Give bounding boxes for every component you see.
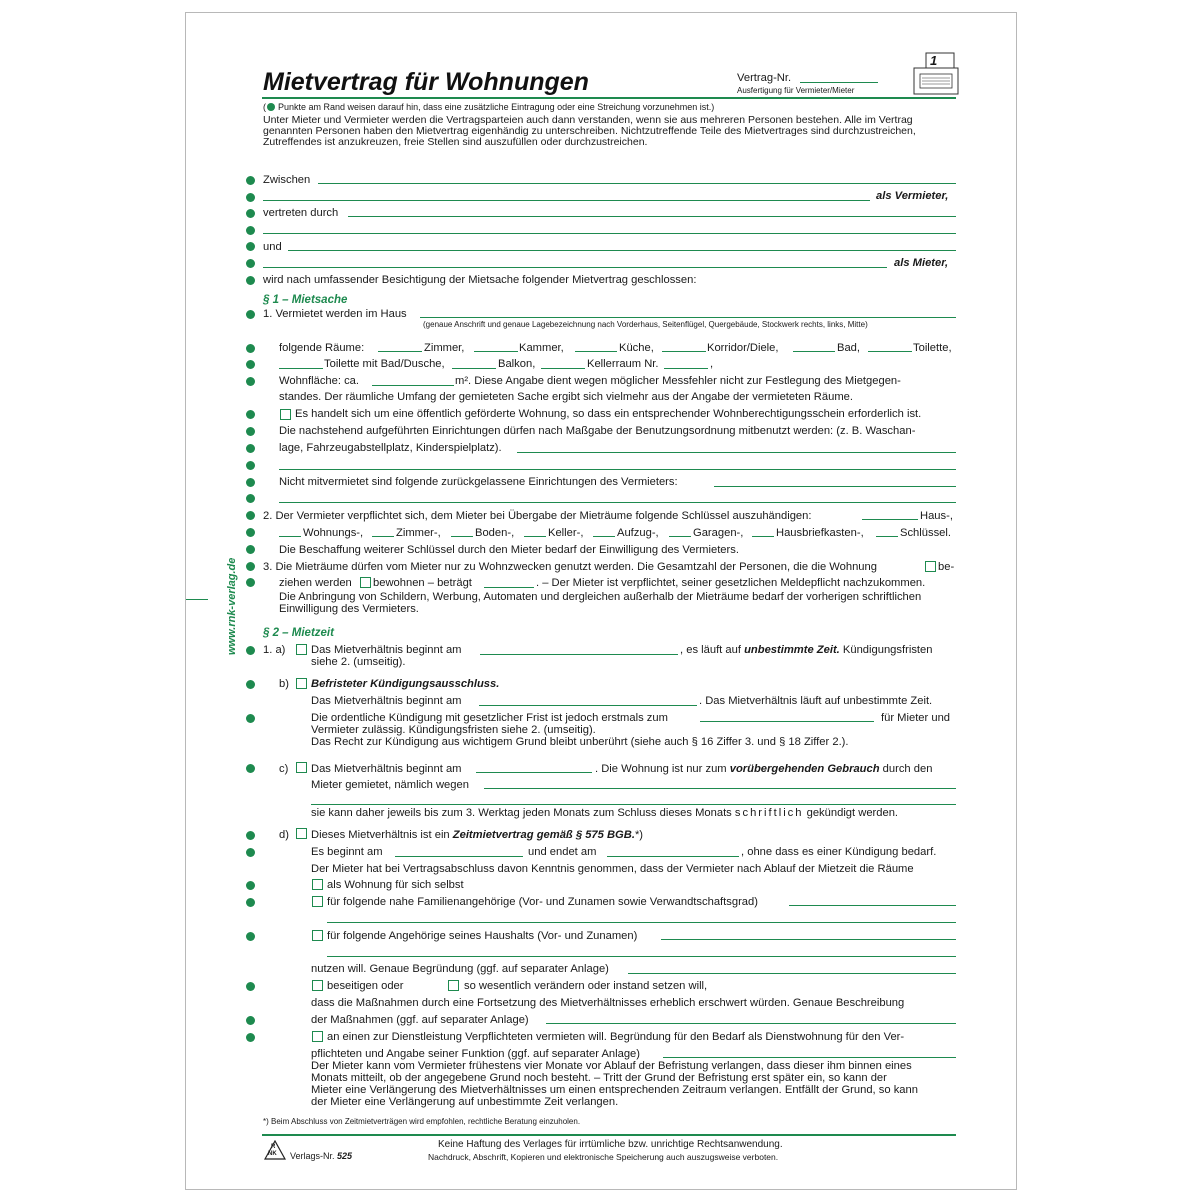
area-2: standes. Der räumliche Umfang der gemieteten Sache ergibt sich vielmehr aus der Angabe der vermieteten Räume. (279, 391, 853, 403)
s2-a-text: Das Mietverhältnis beginnt am (311, 644, 462, 656)
house-address-field[interactable] (420, 317, 956, 318)
d-measures-field[interactable] (546, 1023, 956, 1024)
d-service-checkbox[interactable] (312, 1031, 323, 1042)
rooms-toilette-bad-field[interactable] (279, 368, 323, 369)
s2-d-start-field[interactable] (395, 856, 523, 857)
contract-no-label: Vertrag-Nr. (737, 72, 792, 84)
s2-b-1: Das Mietverhältnis beginnt am (311, 695, 462, 707)
s1-p3-2a: ziehen werden (279, 577, 352, 589)
key-zimmer-label: Zimmer-, (396, 527, 441, 539)
dot-icon (267, 103, 275, 111)
s2-c-3: sie kann daher jeweils bis zum 3. Werktag jeden Monats zum Schluss dieses Monats schriftlich gekündigt werden. (311, 807, 899, 819)
publisher-logo (264, 1140, 286, 1160)
key-keller-label: Keller-, (548, 527, 584, 539)
d-end-3: Mieter eine Verlängerung des Mietverhältnisses um einen entsprechenden Zeitraum verlangen. Entfällt der Grund, so kann (311, 1084, 918, 1096)
s2-b-earliest-field[interactable] (700, 721, 874, 722)
s2-c-reason-field-2[interactable] (311, 804, 956, 805)
key-haus-label: Haus-, (920, 510, 953, 522)
header-rule (262, 97, 956, 99)
shared-2: lage, Fahrzeugabstellplatz, Kinderspielplatz). (279, 442, 502, 454)
margin-note: ( Punkte am Rand weisen darauf hin, dass eine zusätzliche Eintragung oder eine Streichung vorzunehmen ist.) (263, 102, 715, 112)
s2-c-label: c) (279, 763, 289, 775)
landlord-name-field[interactable] (318, 183, 956, 184)
s2-c-reason-field[interactable] (484, 788, 956, 789)
d-opt2: für folgende nahe Familienangehörige (Vor- und Zunamen sowie Verwandtschaftsgrad) (327, 896, 758, 908)
s1-p1-label: 1. Vermietet werden im Haus (263, 308, 407, 320)
key-keller-field[interactable] (524, 536, 546, 537)
d-household-field[interactable] (661, 939, 956, 940)
rooms-balkon-field[interactable] (452, 368, 496, 369)
key-aufzug-field[interactable] (593, 536, 615, 537)
key-boden-label: Boden-, (475, 527, 515, 539)
s1-p3-4: Einwilligung des Vermieters. (279, 603, 419, 615)
bad-label: Bad, (837, 342, 861, 354)
persons-live-checkbox[interactable] (360, 577, 371, 588)
side-url: www.rnk-verlag.de (226, 557, 238, 655)
and-label: und (263, 241, 282, 253)
s1-p3-2c: . – Der Mieter ist verpflichtet, seiner gesetzlichen Meldepflicht nachzukommen. (536, 577, 926, 589)
s2-d-2b: und endet am (528, 846, 597, 858)
key-schluessel-field[interactable] (876, 536, 898, 537)
rooms-bad-field[interactable] (793, 351, 835, 352)
s2-b-2: Die ordentliche Kündigung mit gesetzlicher Frist ist jedoch erstmals zum (311, 712, 668, 724)
s2-d-3: Der Mieter hat bei Vertragsabschluss davon Kenntnis genommen, dass der Vermieter nach Ablauf der Mietzeit die Räume (311, 863, 914, 875)
copy-note: Ausfertigung für Vermieter/Mieter (737, 86, 855, 95)
d-household-field-2[interactable] (327, 956, 956, 957)
rooms-zimmer-field[interactable] (378, 351, 422, 352)
key-schluessel-label: Schlüssel. (900, 527, 951, 539)
rooms-keller-field[interactable] (541, 368, 585, 369)
s2-b-4: Das Recht zur Kündigung aus wichtigem Grund bleibt unberührt (siehe auch § 16 Ziffer 3. und § 18 Ziffer 2.). (311, 736, 849, 748)
d-remove: beseitigen oder (327, 980, 404, 992)
not-rented-field-2[interactable] (279, 502, 956, 503)
s2-a-rest: , es läuft auf unbestimmte Zeit. Kündigungsfristen (680, 644, 933, 656)
d-end-4: der Mieter eine Verlängerung auf unbestimmte Zeit verlangen. (311, 1096, 619, 1108)
d-family-checkbox[interactable] (312, 896, 323, 907)
area-field[interactable] (372, 385, 454, 386)
s2-c-1: Das Mietverhältnis beginnt am (311, 763, 462, 775)
logo-top: R (271, 1144, 276, 1150)
persons-count-field[interactable] (484, 587, 534, 588)
not-rented-field-1[interactable] (714, 486, 956, 487)
key-brief-field[interactable] (752, 536, 774, 537)
d-change: so wesentlich verändern oder instand setzen will, (464, 980, 708, 992)
rooms-toilette-field[interactable] (868, 351, 912, 352)
key-haus-field[interactable] (862, 519, 918, 520)
d-service-field[interactable] (663, 1057, 956, 1058)
zimmer-label: Zimmer, (424, 342, 465, 354)
keller-no-field[interactable] (664, 368, 708, 369)
as-landlord: als Vermieter, (876, 190, 949, 202)
d-reason-field[interactable] (628, 973, 956, 974)
s2-a-label: 1. a) (263, 644, 286, 656)
page-title: Mietvertrag für Wohnungen (263, 68, 589, 96)
s2-d-2a: Es beginnt am (311, 846, 383, 858)
s2-d-label: d) (279, 829, 289, 841)
area-label: Wohnfläche: ca. (279, 375, 360, 387)
s2-d-checkbox[interactable] (296, 828, 307, 839)
represented-label: vertreten durch (263, 207, 339, 219)
subsidized-text: Es handelt sich um eine öffentlich geförderte Wohnung, so dass ein entsprechender Wohnberechtigungsschein erforderlich ist. (295, 408, 922, 420)
persons-move-in-checkbox[interactable] (925, 561, 936, 572)
d-end-1: Der Mieter kann vom Vermieter frühestens vier Monate vor Ablauf der Befristung verlangen, dass dieser ihm binnen eines (311, 1060, 912, 1072)
s2-c-start-field[interactable] (476, 772, 592, 773)
s2-b-start-field[interactable] (479, 705, 697, 706)
key-wohnungs-field[interactable] (279, 536, 301, 537)
s2-c-checkbox[interactable] (296, 762, 307, 773)
s2-d-end-field[interactable] (607, 856, 739, 857)
represented-field[interactable] (348, 216, 956, 217)
s1-p3-1: 3. Die Mieträume dürfen vom Mieter nur zu Wohnzwecken genutzt werden. Die Gesamtzahl der Personen, die die Wohnung (263, 561, 877, 573)
key-brief-label: Hausbriefkasten-, (776, 527, 864, 539)
represented-field-2[interactable] (263, 233, 956, 234)
korridor-label: Korridor/Diele, (707, 342, 779, 354)
s1-p2-1: 2. Der Vermieter verpflichtet sich, dem Mieter bei Übergabe der Mieträume folgende Schlüssel auszuhändigen: (263, 510, 812, 522)
s1-p3-be: be- (938, 561, 955, 573)
subsidized-checkbox[interactable] (280, 409, 291, 420)
copy-number: 1 (930, 53, 938, 68)
d-remove-checkbox[interactable] (312, 980, 323, 991)
logo-bottom: NK (268, 1151, 277, 1157)
intro-2: genannten Personen haben den Mietvertrag eigenhändig zu unterschreiben. Nichtzutreffende Teile des Mietvertrages sind durchzustreichen, (263, 125, 916, 137)
toilette-bad-label: Toilette mit Bad/Dusche, (324, 358, 445, 370)
shared-field-2[interactable] (279, 469, 956, 470)
d-service-2: pflichteten und Angabe seiner Funktion (ggf. auf separater Anlage) (311, 1048, 641, 1060)
key-garagen-label: Garagen-, (693, 527, 744, 539)
margin-note-open: ( (263, 102, 266, 112)
rooms-kammer-field[interactable] (474, 351, 518, 352)
intro-3: Zutreffendes ist anzukreuzen, freie Stellen sind auszufüllen oder durchzustreichen. (263, 136, 648, 148)
fold-mark (186, 599, 208, 600)
s1-p3-2b: bewohnen – beträgt (373, 577, 472, 589)
s2-a-start-field[interactable] (480, 654, 678, 655)
s2-d-2c: , ohne dass es einer Kündigung bedarf. (741, 846, 937, 858)
d-opt1: als Wohnung für sich selbst (327, 879, 464, 891)
copyright: Nachdruck, Abschrift, Kopieren und elektronische Speicherung auch auszugsweise verboten. (428, 1152, 779, 1162)
footnote: *) Beim Abschluss von Zeitmietverträgen wird empfohlen, rechtliche Beratung einzuholen. (263, 1117, 581, 1126)
d-use: nutzen will. Genaue Begründung (ggf. auf separater Anlage) (311, 963, 609, 975)
rooms-label: folgende Räume: (279, 342, 365, 354)
as-tenant: als Mieter, (894, 257, 949, 269)
intro-1: Unter Mieter und Vermieter werden die Vertragsparteien auch dann verstanden, wenn sie aus mehreren Personen bestehen. Alle im Vertrag (263, 114, 913, 126)
s2-b-3: Vermieter zulässig. Kündigungsfristen siehe 2. (umseitig). (311, 724, 596, 736)
rooms-kueche-field[interactable] (575, 351, 617, 352)
d-family-field-2[interactable] (327, 922, 956, 923)
keller-comma: , (710, 358, 714, 370)
keller-label: Kellerraum Nr. (587, 358, 659, 370)
shared-1: Die nachstehend aufgeführten Einrichtungen dürfen nach Maßgabe der Benutzungsordnung mitbenutzt werden: (z. B. Waschan- (279, 425, 916, 437)
d-change-checkbox[interactable] (448, 980, 459, 991)
concluded-text: wird nach umfassender Besichtigung der Mietsache folgender Mietvertrag geschlossen: (263, 274, 697, 286)
footer-rule (262, 1134, 956, 1136)
rooms-korridor-field[interactable] (662, 351, 706, 352)
s2-c-2: Mieter gemietet, nämlich wegen (311, 779, 469, 791)
key-boden-field[interactable] (451, 536, 473, 537)
balkon-label: Balkon, (498, 358, 536, 370)
disclaimer: Keine Haftung des Verlages für irrtümliche bzw. unrichtige Rechtsanwendung. (438, 1139, 783, 1150)
area-rest: m². Diese Angabe dient wegen möglicher Messfehler nicht zur Festlegung des Mietgegen- (455, 375, 901, 387)
publisher-no: Verlags-Nr. 525 (290, 1151, 353, 1161)
landlord-address-field[interactable] (263, 200, 870, 201)
contract-no-field[interactable] (800, 82, 878, 83)
d-meas-1: dass die Maßnahmen durch eine Fortsetzung des Mietverhältnisses erheblich erschwert würden. Genaue Beschreibung (311, 997, 905, 1009)
s2-c-1-rest: . Die Wohnung ist nur zum vorübergehenden Gebrauch durch den (595, 763, 933, 775)
tenant-address-field[interactable] (263, 267, 887, 268)
s2-a-line2: siehe 2. (umseitig). (311, 656, 406, 668)
not-rented-text: Nicht mitvermietet sind folgende zurückgelassene Einrichtungen des Vermieters: (279, 476, 678, 488)
d-self-checkbox[interactable] (312, 879, 323, 890)
s2-b-label: b) (279, 678, 289, 690)
key-wohnungs-label: Wohnungs-, (303, 527, 364, 539)
d-family-field[interactable] (789, 905, 956, 906)
s2-b-1-rest: . Das Mietverhältnis läuft auf unbestimmte Zeit. (699, 695, 933, 707)
key-garagen-field[interactable] (669, 536, 691, 537)
s2-b-checkbox[interactable] (296, 678, 307, 689)
section-1-heading: § 1 – Mietsache (263, 294, 348, 306)
d-service-1: an einen zur Dienstleistung Verpflichteten vermieten will. Begründung für den Bedarf als Dienstwohnung für den Ver- (327, 1031, 905, 1043)
s1-p3-3: Die Anbringung von Schildern, Werbung, Automaten und dergleichen außerhalb der Mieträume bedarf der vorherigen schriftlichen (279, 591, 922, 603)
s2-a-checkbox[interactable] (296, 644, 307, 655)
between-label: Zwischen (263, 174, 311, 186)
section-2-heading: § 2 – Mietzeit (263, 627, 334, 639)
d-meas-2: der Maßnahmen (ggf. auf separater Anlage) (311, 1014, 529, 1026)
tenant-name-field[interactable] (288, 250, 956, 251)
house-address-hint: (genaue Anschrift und genaue Lagebezeichnung nach Vorderhaus, Seitenflügel, Quergebäude, Stockwerk rechts, links, Mitte) (423, 320, 868, 329)
kueche-label: Küche, (619, 342, 654, 354)
d-household-checkbox[interactable] (312, 930, 323, 941)
s2-b-2-rest: für Mieter und (881, 712, 951, 724)
toilette-label: Toilette, (913, 342, 952, 354)
d-opt3: für folgende Angehörige seines Haushalts (Vor- und Zunamen) (327, 930, 638, 942)
d-end-2: Monats mitteilt, ob der angegebene Grund noch besteht. – Tritt der Grund der Befristung erst später ein, so kann der (311, 1072, 887, 1084)
kammer-label: Kammer, (519, 342, 564, 354)
key-zimmer-field[interactable] (372, 536, 394, 537)
shared-field-1[interactable] (517, 452, 956, 453)
s1-p2-3: Die Beschaffung weiterer Schlüssel durch den Mieter bedarf der Einwilligung des Vermieters. (279, 544, 739, 556)
key-aufzug-label: Aufzug-, (617, 527, 659, 539)
s2-b-title: Befristeter Kündigungsausschluss. (311, 678, 500, 690)
s2-d-1: Dieses Mietverhältnis ist ein Zeitmietvertrag gemäß § 575 BGB.*) (311, 829, 644, 841)
